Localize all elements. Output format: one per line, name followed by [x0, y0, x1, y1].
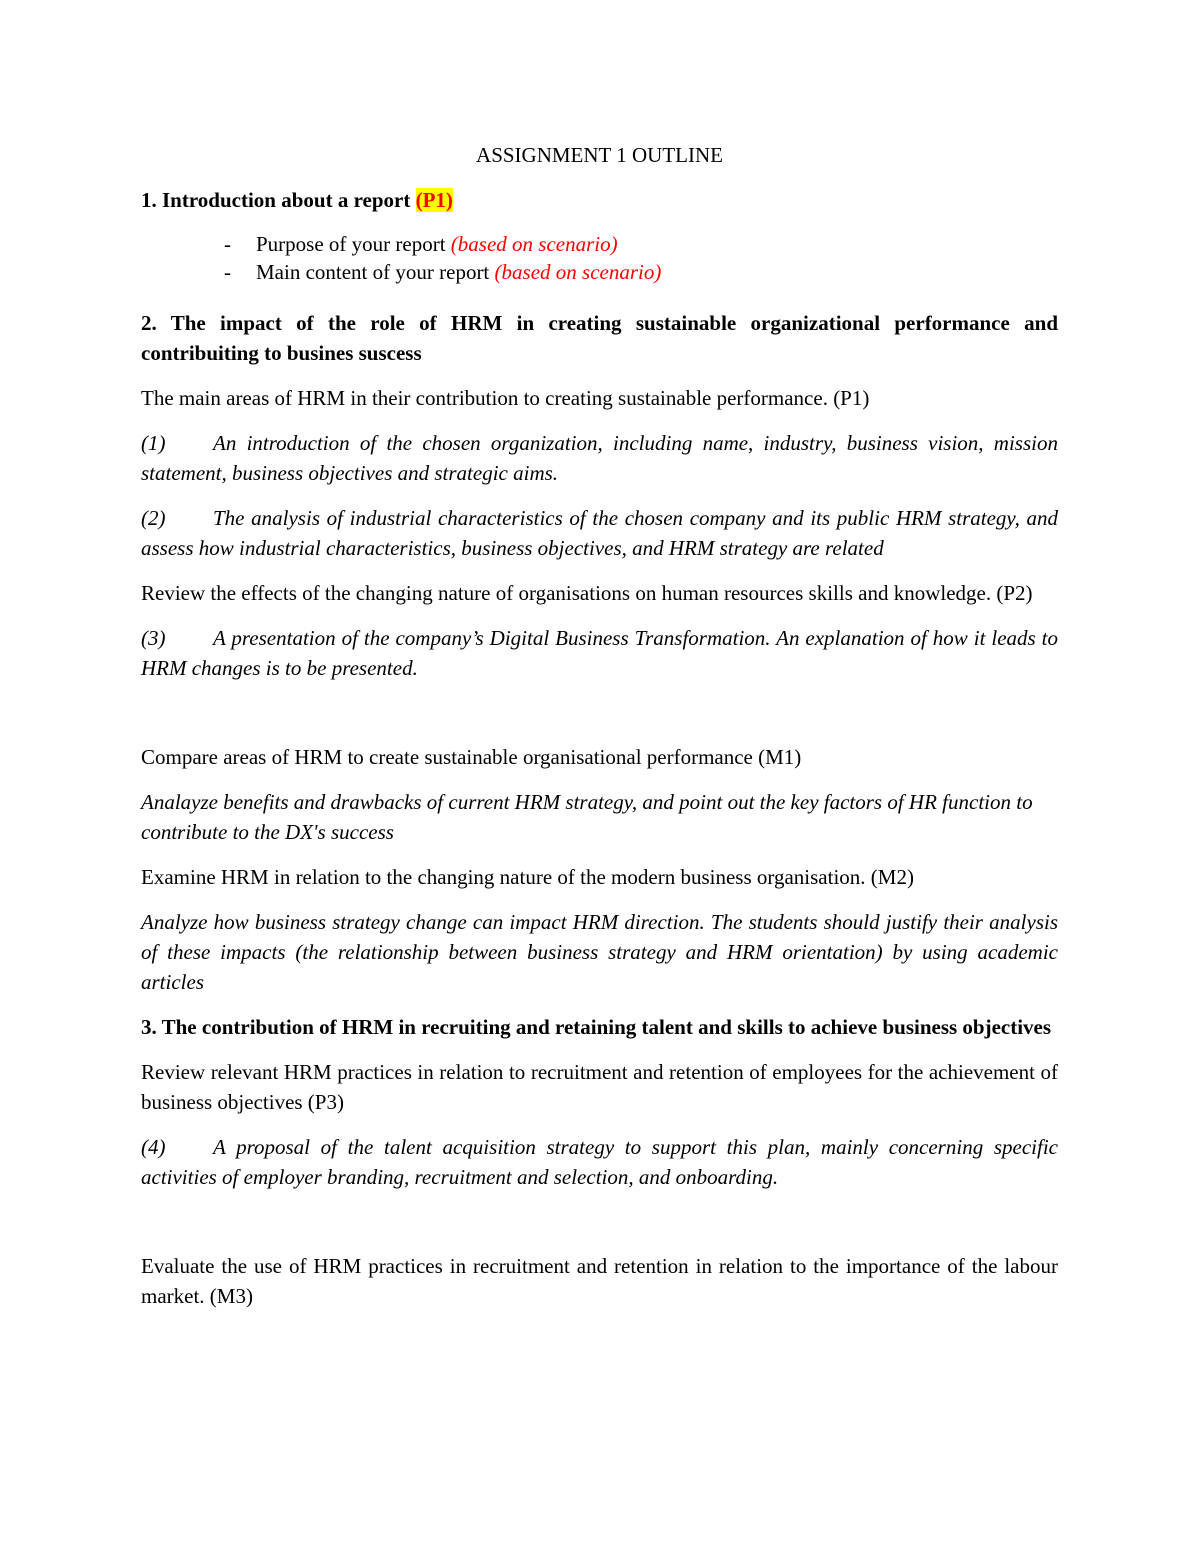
section-1-heading-text: 1. Introduction about a report [141, 188, 411, 212]
item-text: A proposal of the talent acquisition strategy to support this plan, mainly concerning specific activities of employer branding, recruitment and selection, and onboarding. [141, 1135, 1058, 1189]
bullet-note: (based on scenario) [450, 232, 618, 256]
list-item [224, 230, 1058, 258]
item-number: (4) [141, 1135, 166, 1159]
bullet-dash: - [224, 232, 231, 256]
section-1-tag: (P1) [415, 188, 453, 212]
bullet-text: Main content of your report [256, 260, 490, 284]
item-number: (1) [141, 431, 166, 455]
numbered-item-1 [141, 428, 1058, 488]
spacer [141, 698, 1058, 742]
numbered-item-2 [141, 503, 1058, 563]
bullet-text: Purpose of your report [256, 232, 446, 256]
spacer [141, 1207, 1058, 1251]
section-1-bullet-list [141, 230, 1058, 286]
section-3-paragraph-m3: Evaluate the use of HRM practices in recruitment and retention in relation to the importance of the labour market. (M3) [141, 1254, 1058, 1308]
section-2-paragraph-m2-detail: Analyze how business strategy change can impact HRM direction. The students should justify their analysis of these impacts (the relationship between business strategy and HRM orientation) by using academic articles [141, 910, 1058, 994]
section-2-paragraph-p2: Review the effects of the changing nature of organisations on human resources skills and knowledge. (P2) [141, 581, 1033, 605]
section-3-heading: 3. The contribution of HRM in recruiting and retaining talent and skills to achieve business objectives [141, 1015, 1052, 1039]
item-text: The analysis of industrial characteristics of the chosen company and its public HRM strategy, and assess how industrial characteristics, business objectives, and HRM strategy are related [141, 506, 1058, 560]
section-3-paragraph-p3: Review relevant HRM practices in relation to recruitment and retention of employees for the achievement of business objectives (P3) [141, 1060, 1058, 1114]
document-title: ASSIGNMENT 1 OUTLINE [476, 143, 723, 167]
numbered-item-3 [141, 623, 1058, 683]
section-2-heading: 2. The impact of the role of HRM in creating sustainable organizational performance and contribuiting to busines suscess [141, 311, 1058, 365]
list-item [224, 258, 1058, 286]
item-text: A presentation of the company’s Digital Business Transformation. An explanation of how it leads to HRM changes is to be presented. [141, 626, 1058, 680]
section-2-paragraph-m2: Examine HRM in relation to the changing nature of the modern business organisation. (M2) [141, 865, 914, 889]
item-text: An introduction of the chosen organization, including name, industry, business vision, mission statement, business objectives and strategic aims. [141, 431, 1058, 485]
section-2-paragraph-m1-detail: Analayze benefits and drawbacks of current HRM strategy, and point out the key factors of HR function to contribute to the DX's success [141, 790, 1033, 844]
section-1-heading [141, 185, 1058, 215]
item-number: (3) [141, 626, 166, 650]
bullet-note: (based on scenario) [494, 260, 662, 284]
section-2-paragraph-p1: The main areas of HRM in their contribution to creating sustainable performance. (P1) [141, 386, 870, 410]
section-2-paragraph-m1: Compare areas of HRM to create sustainable organisational performance (M1) [141, 745, 802, 769]
bullet-dash: - [224, 260, 231, 284]
item-number: (2) [141, 506, 166, 530]
numbered-item-4 [141, 1132, 1058, 1192]
document-page [141, 140, 1058, 1326]
